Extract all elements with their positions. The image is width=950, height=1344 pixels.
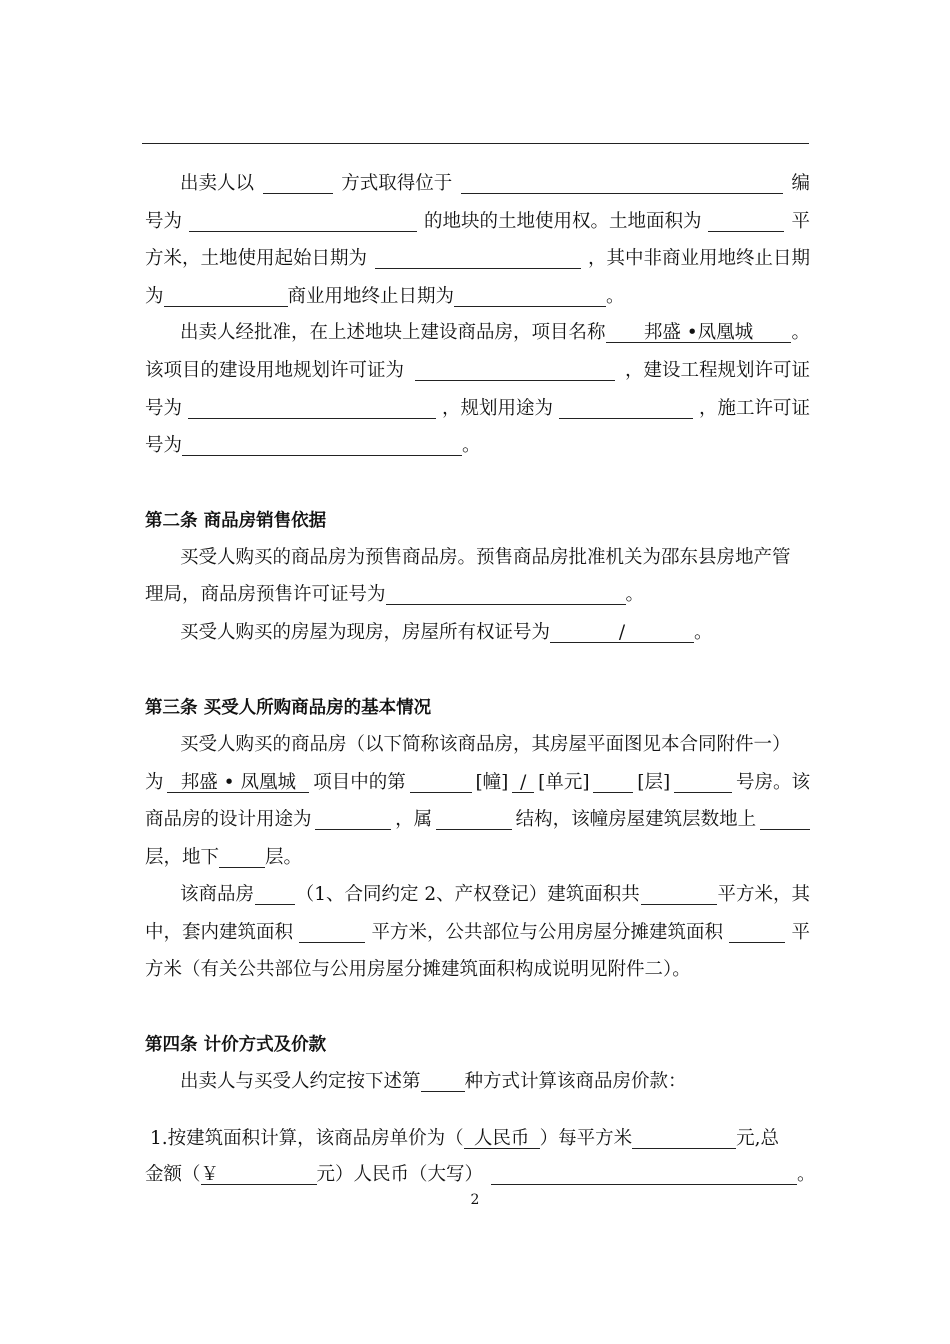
text: 号为 <box>145 211 183 232</box>
text: 方米，土地使用起始日期为 <box>145 248 368 269</box>
text: 1.按建筑面积计算，该商品房单价为（ <box>150 1128 464 1149</box>
text: 中，套内建筑面积 <box>145 922 294 943</box>
text: 种方式计算该商品房价款： <box>464 1071 687 1092</box>
para2-line3 <box>145 396 810 422</box>
text: 平 <box>791 211 810 232</box>
text: 号为 <box>145 435 183 456</box>
ownership-cert-value: / <box>618 622 626 643</box>
text: 。 <box>606 286 625 307</box>
text: ，施工许可证 <box>698 398 810 419</box>
text: 金额（ <box>145 1164 201 1185</box>
para1-line2 <box>145 209 810 235</box>
text: ，规划用途为 <box>441 398 553 419</box>
text: 为 <box>145 772 164 793</box>
land-planning-permit-blank[interactable] <box>415 358 615 381</box>
building-blank[interactable] <box>410 770 472 793</box>
a2-line2 <box>145 582 810 608</box>
article-4-title: 第四条 计价方式及价款 <box>145 1035 327 1055</box>
design-use-blank[interactable] <box>315 807 391 830</box>
text: 商业用地终止日期为 <box>287 286 455 307</box>
land-start-date-blank[interactable] <box>375 246 581 269</box>
text: 该项目的建设用地规划许可证为 <box>145 360 405 381</box>
header-rule <box>142 143 809 144</box>
para2-line2 <box>145 358 810 384</box>
yen-sign: ￥ <box>200 1164 220 1185</box>
a3-line7: 方米（有关公共部位与公用房屋分摊建筑面积构成说明见附件二）。 <box>145 959 691 980</box>
text: [层] <box>637 772 671 793</box>
a4-line1 <box>180 1069 810 1095</box>
project-name: 邦盛 •凤凰城 <box>643 322 754 343</box>
project-name-field[interactable] <box>606 320 792 343</box>
a2-line1: 买受人购买的商品房为预售商品房。预售商品房批准机关为邵东县房地产管 <box>180 547 791 568</box>
a2-line3 <box>180 620 810 646</box>
text: 方式取得位于 <box>341 173 453 194</box>
parcel-number-blank[interactable] <box>189 209 417 232</box>
text: 元）人民币（大写） <box>316 1164 484 1185</box>
floors-below-blank[interactable] <box>219 845 265 868</box>
floors-above-blank[interactable] <box>760 807 810 830</box>
text: 元,总 <box>736 1128 780 1149</box>
project-name-2: 邦盛 • 凤凰城 <box>180 772 296 793</box>
text: 平 <box>791 922 810 943</box>
amount-in-words-blank[interactable] <box>491 1162 797 1185</box>
text: 结构，该幢房屋建筑层数地上 <box>515 809 757 830</box>
area-basis-blank[interactable] <box>255 882 295 905</box>
para1-line1 <box>180 171 810 197</box>
text: 出卖人经批准，在上述地块上建设商品房，项目名称 <box>180 322 606 343</box>
text: ，其中非商业用地终止日期 <box>587 248 810 269</box>
text: 平方米，公共部位与公用房屋分摊建筑面积 <box>371 922 723 943</box>
text: [幢] <box>475 772 509 793</box>
text: ）每平方米 <box>539 1128 633 1149</box>
currency-value: 人民币 <box>473 1128 530 1149</box>
text: ，建设工程规划许可证 <box>624 360 810 381</box>
commercial-end-date-blank[interactable] <box>454 284 606 307</box>
unit-field[interactable] <box>512 770 534 793</box>
location-blank[interactable] <box>461 171 783 194</box>
text: （1、合同约定 2、产权登记）建筑面积共 <box>295 884 640 905</box>
page-number: 2 <box>470 1192 480 1208</box>
total-amount-field[interactable] <box>201 1162 317 1185</box>
text: 号为 <box>145 398 183 419</box>
para1-line3 <box>145 246 810 272</box>
text: 出卖人与买受人约定按下述第 <box>180 1071 421 1092</box>
text: 理局，商品房预售许可证号为 <box>145 584 386 605</box>
text: [单元] <box>538 772 590 793</box>
text: 。 <box>462 435 481 456</box>
text: 。 <box>797 1164 816 1185</box>
para2-line4 <box>145 433 810 459</box>
a3-line6 <box>145 920 810 946</box>
planned-use-blank[interactable] <box>559 396 693 419</box>
article-2-title: 第二条 商品房销售依据 <box>145 511 327 531</box>
a3-line3 <box>145 807 810 833</box>
text: 平方米，其 <box>717 884 810 905</box>
inner-area-blank[interactable] <box>299 920 365 943</box>
text: 。 <box>694 622 713 643</box>
para2-line1 <box>180 320 810 346</box>
a3-line1: 买受人购买的商品房（以下简称该商品房，其房屋平面图见本合同附件一） <box>180 734 791 755</box>
total-area-blank[interactable] <box>641 882 717 905</box>
structure-blank[interactable] <box>436 807 512 830</box>
text: 编 <box>791 173 810 194</box>
shared-area-blank[interactable] <box>729 920 785 943</box>
text: 。 <box>625 584 645 605</box>
a4-line2 <box>150 1126 810 1152</box>
a3-line4 <box>145 845 810 871</box>
non-commercial-end-date-blank[interactable] <box>164 284 288 307</box>
a4-line3 <box>145 1162 816 1188</box>
text: 。 <box>791 322 810 343</box>
presale-permit-blank[interactable] <box>386 582 626 605</box>
acquire-method-blank[interactable] <box>263 171 333 194</box>
text: 为 <box>145 286 164 307</box>
para1-line4 <box>145 284 810 310</box>
land-area-blank[interactable] <box>708 209 784 232</box>
text: ，属 <box>395 809 433 830</box>
unit-price-blank[interactable] <box>632 1126 736 1149</box>
floor-blank[interactable] <box>674 770 732 793</box>
a3-line2 <box>145 770 810 796</box>
article-3-title: 第三条 买受人所购商品房的基本情况 <box>145 698 432 718</box>
construction-permit-blank[interactable] <box>188 396 436 419</box>
a3-line5 <box>180 882 810 908</box>
text: 层。 <box>265 847 303 868</box>
work-permit-blank[interactable] <box>182 433 462 456</box>
project-name-field-2[interactable] <box>167 770 309 793</box>
text: 项目中的第 <box>313 772 406 793</box>
currency-field[interactable] <box>464 1126 540 1149</box>
text: 层，地下 <box>145 847 220 868</box>
text: 商品房的设计用途为 <box>145 809 312 830</box>
text: 号房。该 <box>735 772 810 793</box>
unit-value: / <box>520 772 527 793</box>
text: 的地块的土地使用权。土地面积为 <box>423 211 702 232</box>
text: 出卖人以 <box>180 173 255 194</box>
ownership-cert-field[interactable] <box>550 620 694 643</box>
pricing-method-blank[interactable] <box>421 1069 465 1092</box>
unit-blank[interactable] <box>593 770 633 793</box>
text: 该商品房 <box>180 884 255 905</box>
text: 买受人购买的房屋为现房，房屋所有权证号为 <box>180 622 551 643</box>
